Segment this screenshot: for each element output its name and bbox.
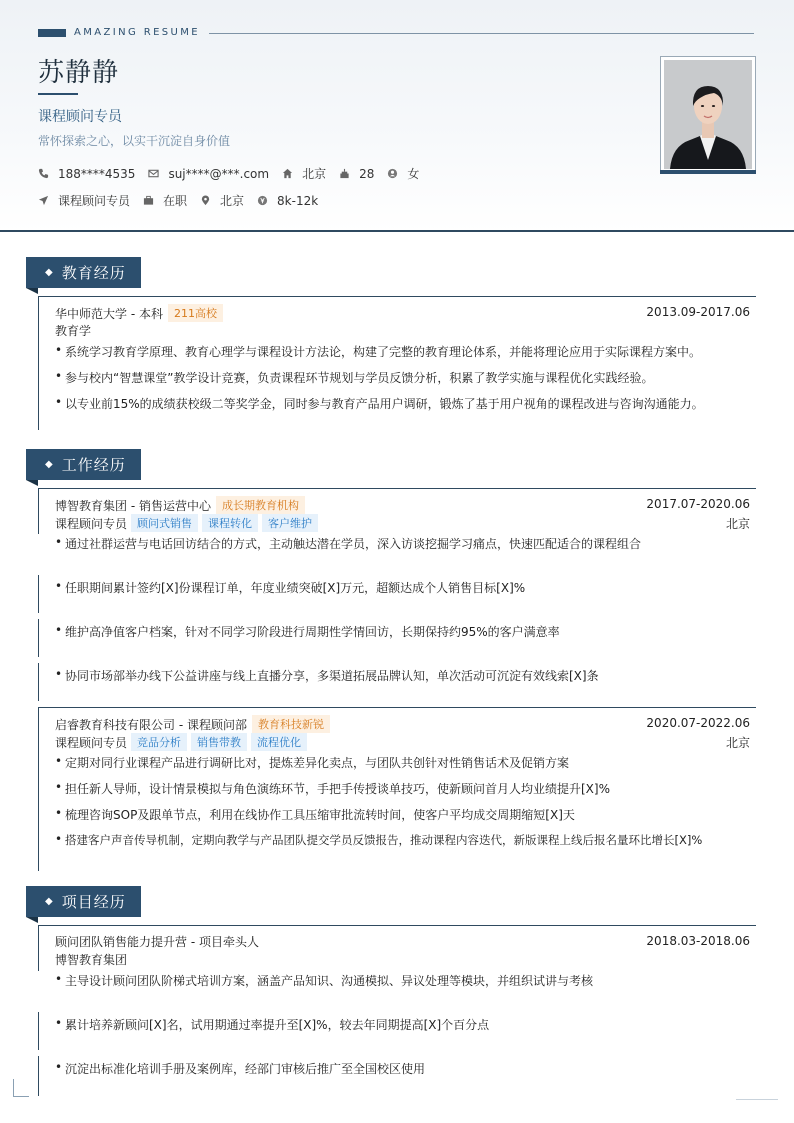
status-text: 在职: [163, 194, 188, 208]
company-tag: 成长期教育机构: [216, 496, 305, 514]
age-item: [339, 167, 374, 181]
home-icon: [282, 168, 293, 179]
list-item: • 维护高净值客户档案，针对不同学习阶段进行周期性学情回访，长期保持约95%的客户满意率: [55, 623, 560, 639]
page-corner-line: [736, 1099, 778, 1100]
list-item: • 担任新人导师，设计情景模拟与角色演练环节，手把手传授谈单技巧，使新顾问首月人均业绩提升[X]%: [55, 780, 610, 796]
work-block-1: [38, 488, 756, 489]
status-item: [143, 192, 187, 209]
intention-row: [38, 192, 331, 209]
phone-item: [38, 167, 135, 181]
section-fold: [26, 288, 38, 294]
email-text: suj****@***.com: [168, 166, 270, 181]
list-item: • 梳理咨询SOP及跟单节点，利用在线协作工具压缩审批流转时间，使客户平均成交周期缩短[X]天: [55, 806, 575, 822]
section-title-project: [26, 886, 141, 917]
diamond-icon: ◆: [45, 267, 54, 278]
skill-tag: 竞品分析: [131, 733, 187, 751]
project-vertical-line: [38, 1056, 39, 1096]
skill-tag: 销售带教: [191, 733, 247, 751]
education-major: 教育学: [55, 324, 92, 338]
section-title-education: [26, 257, 141, 288]
job-title: 课程顾问专员: [38, 109, 122, 125]
school-name: 华中师范大学 - 本科: [55, 306, 163, 321]
section-fold: [26, 480, 38, 486]
project-vertical-line: [38, 925, 39, 971]
hometown-item: [282, 165, 326, 182]
education-vertical-line: [38, 296, 39, 430]
gender-text: 女: [407, 167, 420, 181]
section-title-text: 教育经历: [61, 264, 126, 282]
target-job-item: [38, 192, 130, 209]
email-item: [148, 167, 269, 181]
user-icon: [387, 168, 398, 179]
target-city-item: [200, 192, 244, 209]
header-divider: [0, 230, 794, 232]
target-city-text: 北京: [220, 194, 245, 208]
project-vertical-line: [38, 1012, 39, 1050]
phone-icon: [38, 168, 49, 179]
money-icon: [257, 195, 268, 206]
work-company-1: [55, 496, 305, 514]
list-item: • 协同市场部举办线下公益讲座与线上直播分享，多渠道拓展品牌认知，单次活动可沉淀有效线索[X]条: [55, 667, 599, 683]
project-title: 顾问团队销售能力提升营 - 项目牵头人: [55, 935, 259, 949]
motto: 常怀探索之心，以实干沉淀自身价值: [38, 134, 231, 148]
list-item: • 任职期间累计签约[X]份课程订单，年度业绩突破[X]万元，超额达成个人销售目标[X]%: [55, 579, 526, 595]
skill-tag: 顾问式销售: [131, 514, 198, 532]
send-icon: [38, 195, 49, 206]
section-title-text: 工作经历: [61, 456, 126, 474]
list-item: • 系统学习教育学原理、教育心理学与课程设计方法论，构建了完整的教育理论体系，并能将理论应用于实际课程方案中。: [55, 343, 702, 359]
skill-tag: 客户维护: [262, 514, 318, 532]
target-job-text: 课程顾问专员: [58, 194, 131, 208]
contact-row: [38, 165, 432, 182]
list-item: • 主导设计顾问团队阶梯式培训方案，涵盖产品知识、沟通模拟、异议处理等模块，并组织试讲与考核: [55, 972, 594, 988]
photo-accent-bar: [660, 170, 756, 174]
list-item: • 沉淀出标准化培训手册及案例库，经部门审核后推广至全国校区使用: [55, 1060, 426, 1076]
candidate-name: 苏静静: [38, 58, 120, 88]
education-block: [38, 296, 756, 297]
profile-photo: [660, 56, 756, 173]
diamond-icon: ◆: [45, 459, 54, 470]
phone-text: 188****4535: [58, 166, 136, 181]
salary-item: [257, 194, 318, 208]
work-vertical-line: [38, 575, 39, 613]
education-school: [55, 304, 223, 322]
work-city: 北京: [725, 517, 750, 531]
company-name: 博智教育集团 - 销售运营中心: [55, 498, 211, 513]
project-block: [38, 925, 756, 926]
project-org: 博智教育集团: [55, 953, 128, 967]
cake-icon: [339, 168, 350, 179]
section-title-text: 项目经历: [61, 893, 126, 911]
list-item: • 参与校内“智慧课堂”教学设计竞赛，负责课程环节规划与学员反馈分析，积累了教学实施与课程优化实践经验。: [55, 369, 654, 385]
work-vertical-line: [38, 663, 39, 701]
role-name: 课程顾问专员: [55, 735, 128, 750]
work-company-2: [55, 715, 330, 733]
brand-bar: [38, 29, 66, 37]
skill-tag: 流程优化: [251, 733, 307, 751]
work-city: 北京: [725, 736, 750, 750]
mail-icon: [148, 168, 159, 179]
diamond-icon: ◆: [45, 896, 54, 907]
education-date: 2013.09-2017.06: [646, 305, 750, 319]
list-item: • 累计培养新顾问[X]名，试用期通过率提升至[X]%，较去年同期提高[X]个百分点: [55, 1016, 490, 1032]
name-underline: [38, 93, 78, 95]
role-name: 课程顾问专员: [55, 516, 128, 531]
page-corner-mark: [13, 1079, 29, 1097]
brand-text: AMAZING RESUME: [74, 27, 200, 38]
work-vertical-line: [38, 619, 39, 657]
work-block-2: [38, 707, 756, 708]
hometown-text: 北京: [302, 167, 327, 181]
list-item: • 定期对同行业课程产品进行调研比对，提炼差异化卖点，与团队共创针对性销售话术及促销方案: [55, 754, 570, 770]
location-icon: [200, 195, 211, 206]
briefcase-icon: [143, 195, 154, 206]
age-text: 28: [359, 166, 375, 181]
company-tag: 教育科技新锐: [252, 715, 330, 733]
project-date: 2018.03-2018.06: [646, 934, 750, 948]
company-name: 启睿教育科技有限公司 - 课程顾问部: [55, 717, 247, 732]
section-title-work: [26, 449, 141, 480]
list-item: • 以专业前15%的成绩获校级二等奖学金，同时参与教育产品用户调研，锻炼了基于用户视角的课程改进与咨询沟通能力。: [55, 395, 704, 411]
brand-line: [209, 33, 754, 34]
section-fold: [26, 917, 38, 923]
work-role-1: [55, 514, 318, 532]
work-date: 2020.07-2022.06: [646, 716, 750, 730]
skill-tag: 课程转化: [202, 514, 258, 532]
work-role-2: [55, 733, 307, 751]
school-tag: 211高校: [168, 304, 223, 322]
salary-text: 8k-12k: [277, 193, 319, 208]
list-item: • 通过社群运营与电话回访结合的方式，主动触达潜在学员，深入访谈挖掘学习痛点，快速匹配适合的课程组合: [55, 535, 642, 551]
work-vertical-line: [38, 707, 39, 871]
work-vertical-line: [38, 488, 39, 534]
gender-item: [387, 165, 419, 182]
portrait-illustration: [664, 60, 752, 169]
list-item: • 搭建客户声音传导机制，定期向教学与产品团队提交学员反馈报告，推动课程内容迭代，新版课程上线后报名量环比增长[X]%: [55, 832, 703, 847]
work-date: 2017.07-2020.06: [646, 497, 750, 511]
